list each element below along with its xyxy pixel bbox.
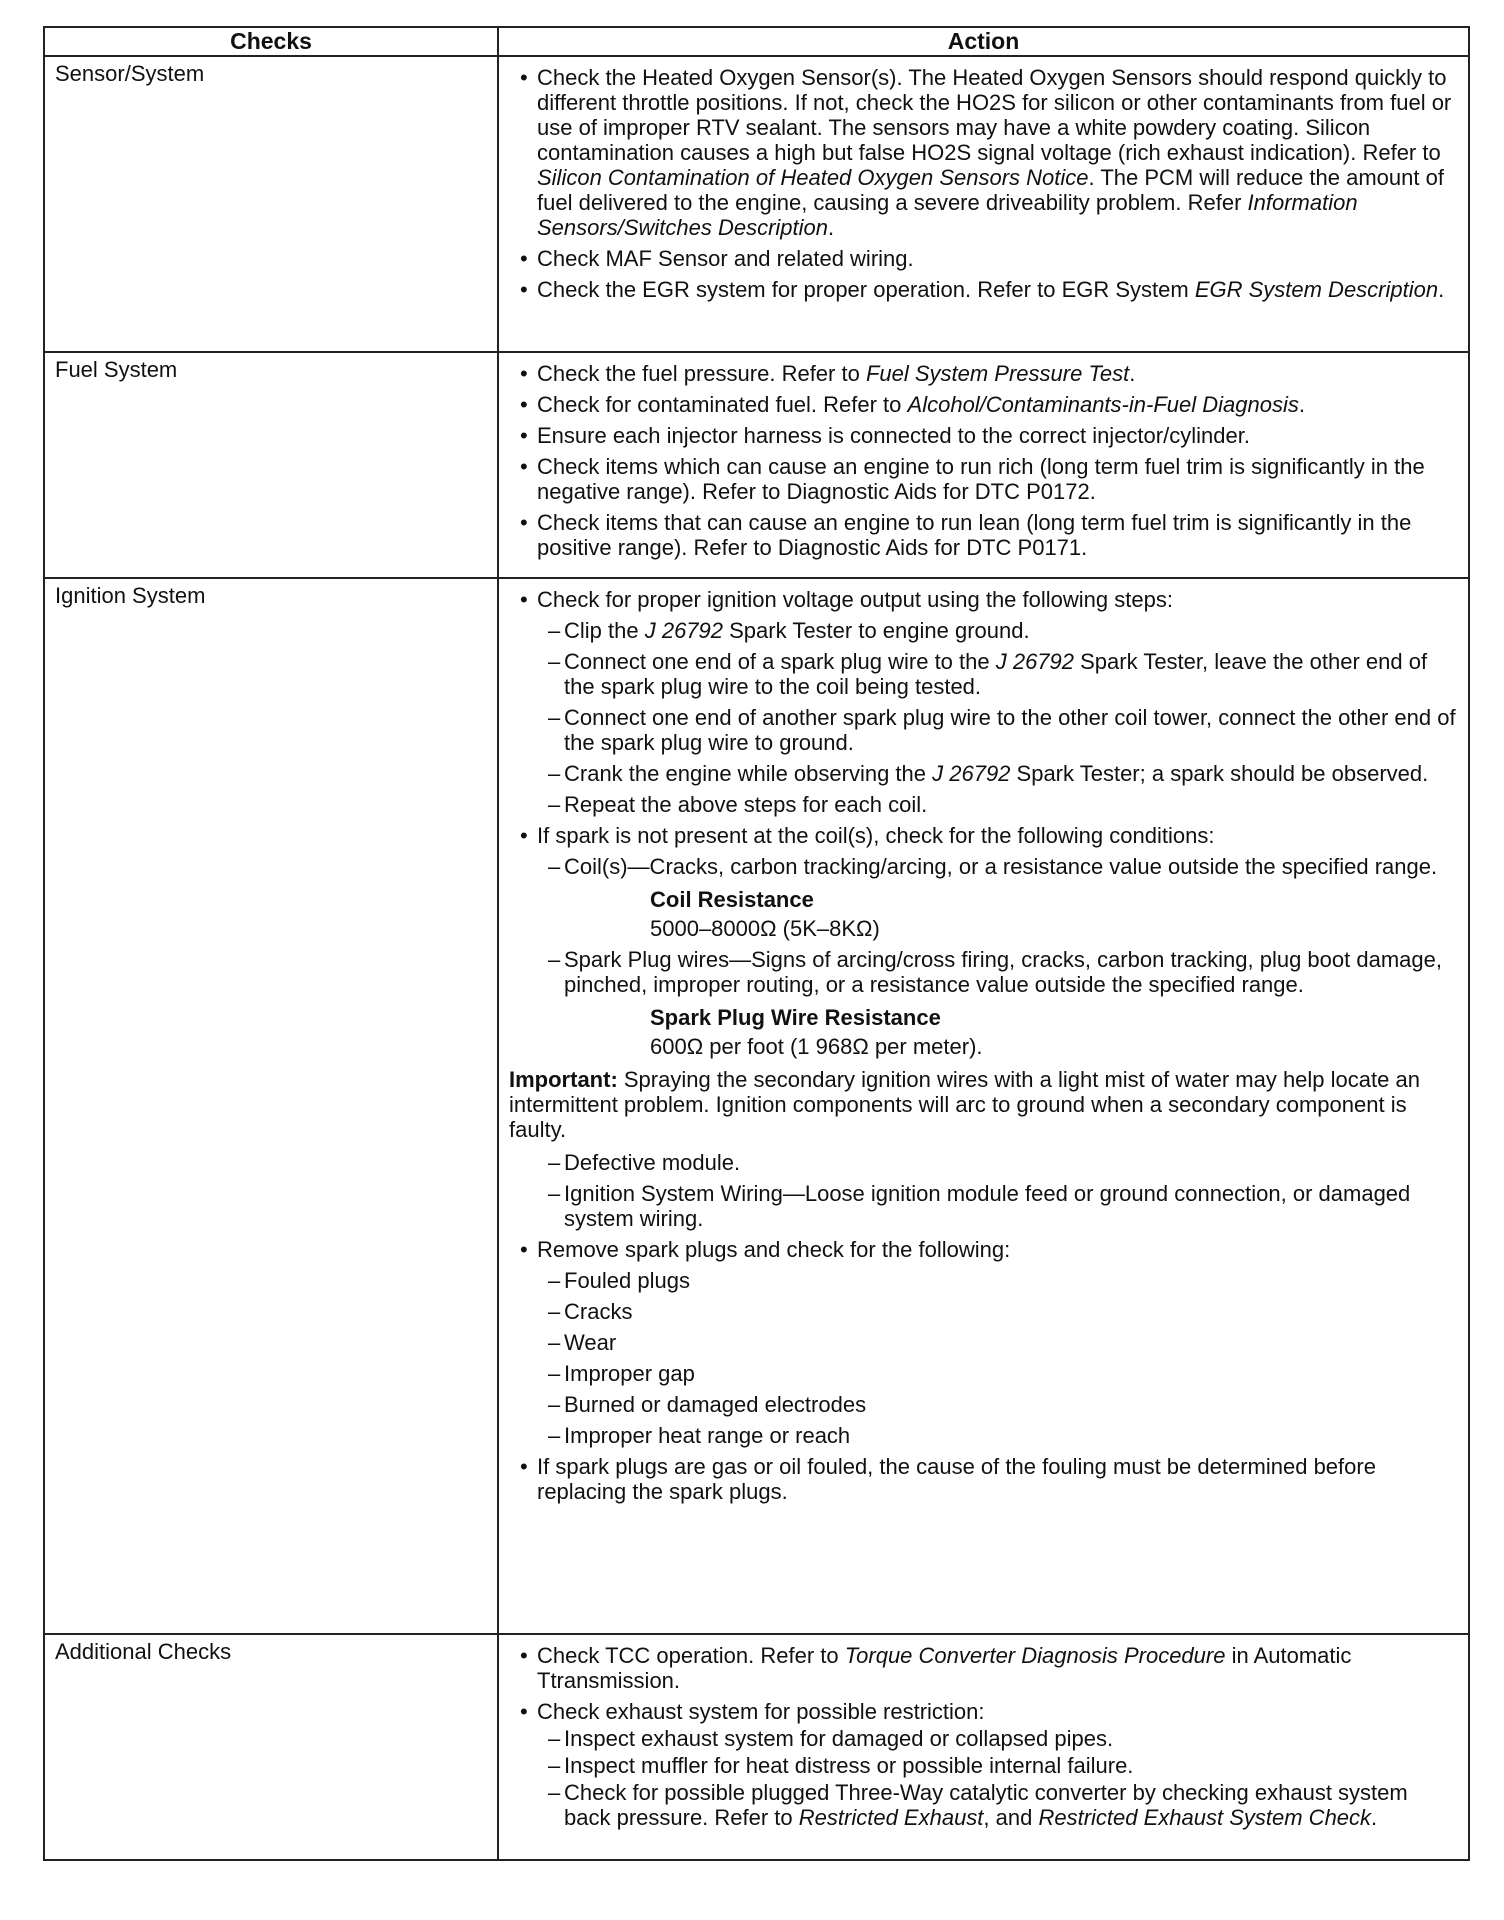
list-item: • If spark is not present at the coil(s), check for the following conditions: <box>507 823 1460 848</box>
list-item: • Check for contaminated fuel. Refer to Alcohol/Contaminants-in-Fuel Diagnosis. <box>507 392 1460 417</box>
action-cell <box>498 1634 1469 1860</box>
list-item: – Ignition System Wiring—Loose ignition module feed or ground connection, or damaged system wiring. <box>507 1181 1460 1231</box>
checks-header: Checks <box>44 27 498 56</box>
list-item: – Inspect muffler for heat distress or possible internal failure. <box>507 1753 1460 1778</box>
list-item: • Ensure each injector harness is connected to the correct injector/cylinder. <box>507 423 1460 448</box>
table-row <box>44 1634 1469 1860</box>
table-row <box>44 352 1469 578</box>
list-item: – Wear <box>507 1330 1460 1355</box>
important-note: Important: Spraying the secondary ignition wires with a light mist of water may help locate an intermittent problem. Ignition components will arc to ground when a secondary component is faulty. <box>509 1067 1420 1142</box>
header-row <box>44 27 1469 56</box>
list-item: • Check TCC operation. Refer to Torque Converter Diagnosis Procedure in Automatic Ttransmission. <box>507 1643 1460 1693</box>
table-row <box>44 578 1469 1634</box>
list-item: – Burned or damaged electrodes <box>507 1392 1460 1417</box>
list-item: – Coil(s)—Cracks, carbon tracking/arcing, or a resistance value outside the specified range. <box>507 854 1460 879</box>
row-label: Ignition System <box>44 578 498 1634</box>
row-label: Fuel System <box>44 352 498 578</box>
action-cell <box>498 352 1469 578</box>
list-item: – Clip the J 26792 Spark Tester to engine ground. <box>507 618 1460 643</box>
list-item: – Improper heat range or reach <box>507 1423 1460 1448</box>
list-item: – Connect one end of a spark plug wire to the J 26792 Spark Tester, leave the other end of the spark plug wire to the coil being tested. <box>507 649 1460 699</box>
list-item: • Check for proper ignition voltage output using the following steps: <box>507 587 1460 612</box>
list-item: • Check items which can cause an engine to run rich (long term fuel trim is significantly in the negative range). Refer to Diagnostic Aids for DTC P0172. <box>507 454 1460 504</box>
list-item: – Connect one end of another spark plug wire to the other coil tower, connect the other end of the spark plug wire to ground. <box>507 705 1460 755</box>
coil-resistance-title: Coil Resistance <box>650 887 814 912</box>
list-item: • Check the fuel pressure. Refer to Fuel System Pressure Test. <box>507 361 1460 386</box>
list-item: – Improper gap <box>507 1361 1460 1386</box>
list-item: – Defective module. <box>507 1150 1460 1175</box>
list-item: • Check the Heated Oxygen Sensor(s). The Heated Oxygen Sensors should respond quickly to different throttle positions. If not, check the HO2S for silicon or other contaminants from fuel or use of improper RTV sealant. The sensors may have a white powdery coating. Silicon contamination causes a high but false HO2S signal voltage (rich exhaust indication). Refer to Silicon Contamination of Heated Oxygen Sensors Notice. The PCM will reduce the amount of fuel delivered to the engine, causing a severe driveability problem. Refer Information Sensors/Switches Description. <box>507 65 1460 240</box>
action-cell <box>498 56 1469 352</box>
row-label: Sensor/System <box>44 56 498 352</box>
coil-resistance-value: 5000–8000Ω (5K–8KΩ) <box>650 916 880 941</box>
list-item: – Fouled plugs <box>507 1268 1460 1293</box>
list-item: • If spark plugs are gas or oil fouled, the cause of the fouling must be determined before replacing the spark plugs. <box>507 1454 1460 1504</box>
wire-resistance-title: Spark Plug Wire Resistance <box>650 1005 941 1030</box>
list-item: – Crank the engine while observing the J 26792 Spark Tester; a spark should be observed. <box>507 761 1460 786</box>
action-header: Action <box>498 27 1469 56</box>
action-cell <box>498 578 1469 1634</box>
list-item: – Inspect exhaust system for damaged or collapsed pipes. <box>507 1726 1460 1751</box>
list-item: – Check for possible plugged Three-Way catalytic converter by checking exhaust system back pressure. Refer to Restricted Exhaust, and Restricted Exhaust System Check. <box>507 1780 1460 1830</box>
table-row <box>44 56 1469 352</box>
list-item: – Cracks <box>507 1299 1460 1324</box>
list-item: • Check exhaust system for possible restriction: <box>507 1699 1460 1724</box>
wire-resistance-value: 600Ω per foot (1 968Ω per meter). <box>650 1034 983 1059</box>
list-item: • Check MAF Sensor and related wiring. <box>507 246 1460 271</box>
list-item: – Repeat the above steps for each coil. <box>507 792 1460 817</box>
list-item: – Spark Plug wires—Signs of arcing/cross firing, cracks, carbon tracking, plug boot damage, pinched, improper routing, or a resistance value outside the specified range. <box>507 947 1460 997</box>
list-item: • Check the EGR system for proper operation. Refer to EGR System EGR System Description. <box>507 277 1460 302</box>
list-item: • Check items that can cause an engine to run lean (long term fuel trim is significantly in the positive range). Refer to Diagnostic Aids for DTC P0171. <box>507 510 1460 560</box>
list-item: • Remove spark plugs and check for the following: <box>507 1237 1460 1262</box>
row-label: Additional Checks <box>44 1634 498 1860</box>
diagnostic-table <box>43 26 1470 1861</box>
